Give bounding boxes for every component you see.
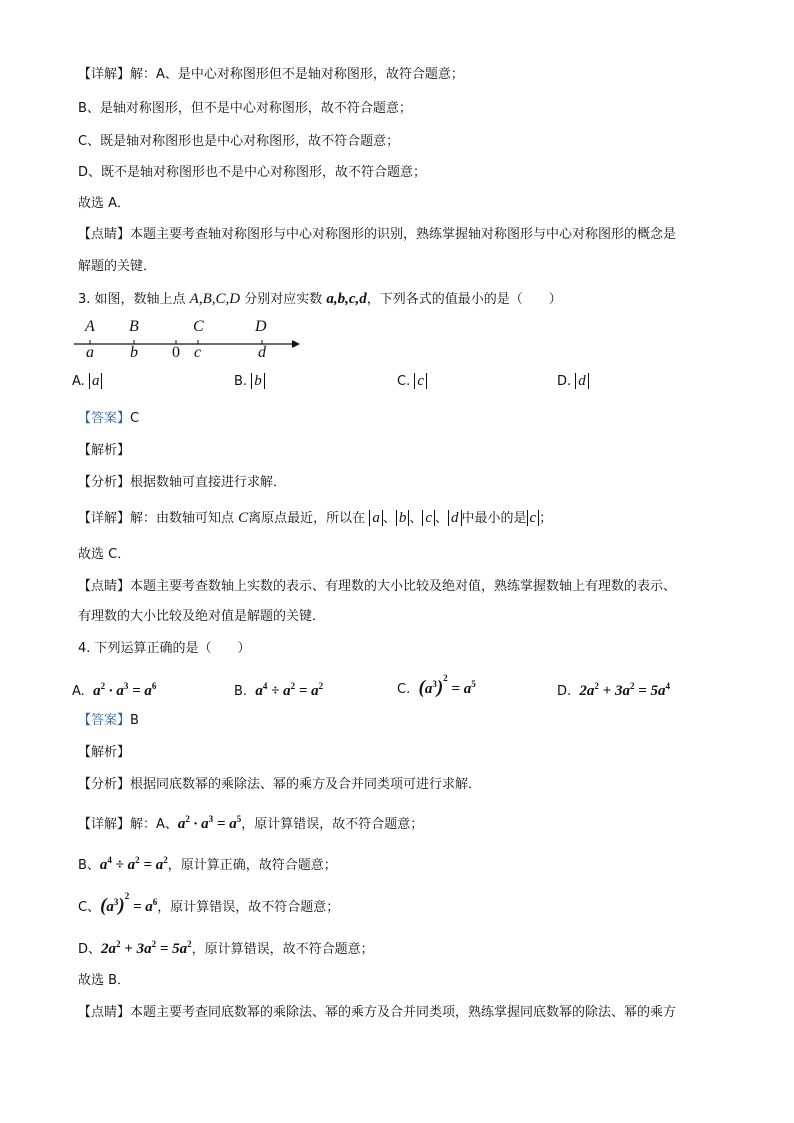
- nl-point-c: C: [193, 318, 204, 335]
- q3-analysis-tag: 【解析】: [78, 443, 131, 458]
- q3-option-c: C. c: [397, 372, 427, 392]
- q4-detail-a: 【详解】解：A、$a^2 \cdot a^3 = a^5$，原计算错误，故不符合题意；: [78, 814, 424, 832]
- nl-value-a: a: [86, 344, 94, 361]
- q3-option-a: A. a: [72, 372, 102, 392]
- q2-detail-line: 【详解】解：A、是中心对称图形但不是轴对称图形，故符合题意；: [78, 67, 464, 82]
- q4-point-line1: 【点睛】本题主要考查同底数幂的乘除法、幂的乘方及合并同类项，熟练掌握同底数幂的除法、幂的乘方: [78, 1005, 677, 1020]
- q3-point-line1: 【点睛】本题主要考查数轴上实数的表示、有理数的大小比较及绝对值，熟练掌握数轴上有理数的表示、: [78, 579, 677, 594]
- q2-line-b: B、是轴对称图形，但不是中心对称图形，故不符合题意；: [78, 101, 412, 116]
- q4-option-b: B. $a^4 \div a^2 = a^2$: [234, 681, 324, 699]
- q4-option-d-expr: $2a^2 + 3a^2 = 5a^4$: [579, 681, 671, 699]
- q3-choose: 故选 C．: [78, 547, 131, 562]
- q4-detail-d: D、$2a^2 + 3a^2 = 5a^2$，原计算错误，故不符合题意；: [78, 939, 374, 957]
- q3-option-d-expr: d: [575, 373, 589, 389]
- q4-option-a-expr: $a^2 \cdot a^3 = a^6$: [93, 681, 157, 699]
- q2-point-line1: 【点睛】本题主要考查轴对称图形与中心对称图形的识别，熟练掌握轴对称图形与中心对称图形的概念是: [78, 227, 677, 242]
- q4-answer-value: B: [130, 713, 139, 728]
- q3-detail: 【详解】解：由数轴可知点 C离原点最近，所以在 a 、 b 、 c 、 d 中最小的是 c ；: [78, 510, 553, 526]
- q2-choose: 故选 A．: [78, 196, 131, 211]
- q3-stem-points: A,B,C,D: [189, 291, 241, 307]
- nl-point-d: D: [255, 318, 267, 335]
- q4-option-c-expr: $(a^3)^2 = a^5$: [418, 673, 476, 698]
- nl-value-b: b: [130, 344, 138, 361]
- q3-stem-vars: a,b,c,d: [326, 291, 367, 307]
- q2-line-c: C、既是轴对称图形也是中心对称图形，故不符合题意；: [78, 134, 400, 149]
- q3-answer-value: C: [130, 411, 140, 426]
- q4-answer: 【答案】B: [78, 713, 139, 728]
- number-line: [70, 318, 310, 364]
- q3-option-d: D. d: [557, 372, 589, 392]
- nl-value-d: d: [258, 344, 266, 361]
- q3-option-b: B. b: [234, 372, 265, 392]
- q2-point-line2: 解题的关键．: [78, 259, 157, 274]
- q3-stem: 3. 如图，数轴上点 A,B,C,D 分别对应实数 a,b,c,d，下列各式的值最小的是（ ）: [78, 291, 562, 307]
- q3-option-c-expr: c: [414, 373, 427, 389]
- q3-analysis: 【分析】根据数轴可直接进行求解．: [78, 475, 287, 490]
- q3-option-a-expr: a: [89, 373, 103, 389]
- q4-stem: 4. 下列运算正确的是（ ）: [78, 641, 251, 656]
- q3-point-line2: 有理数的大小比较及绝对值是解题的关键．: [78, 609, 326, 624]
- nl-point-a: A: [85, 318, 95, 335]
- q4-analysis-tag: 【解析】: [78, 745, 131, 760]
- q3-option-b-expr: b: [251, 373, 265, 389]
- q4-option-a: A. $a^2 \cdot a^3 = a^6$: [72, 681, 157, 699]
- q4-option-b-expr: $a^4 \div a^2 = a^2$: [255, 681, 324, 699]
- q4-option-d: D. $2a^2 + 3a^2 = 5a^4$: [557, 681, 671, 699]
- number-line-axis: [70, 318, 310, 364]
- nl-origin: 0: [172, 344, 180, 361]
- nl-point-b: B: [129, 318, 139, 335]
- q4-option-c: C. $(a^3)^2 = a^5$: [397, 673, 476, 698]
- q4-analysis: 【分析】根据同底数幂的乘除法、幂的乘方及合并同类项可进行求解．: [78, 777, 482, 792]
- q2-line-d: D、既不是轴对称图形也不是中心对称图形，故不符合题意；: [78, 165, 427, 180]
- q4-choose: 故选 B．: [78, 973, 131, 988]
- nl-value-c: c: [194, 344, 202, 361]
- q4-detail-b: B、$a^4 \div a^2 = a^2$，原计算正确，故符合题意；: [78, 855, 337, 873]
- q4-detail-c: C、$(a^3)^2 = a^6$，原计算错误，故不符合题意；: [78, 891, 340, 916]
- q3-answer: 【答案】C: [78, 411, 140, 426]
